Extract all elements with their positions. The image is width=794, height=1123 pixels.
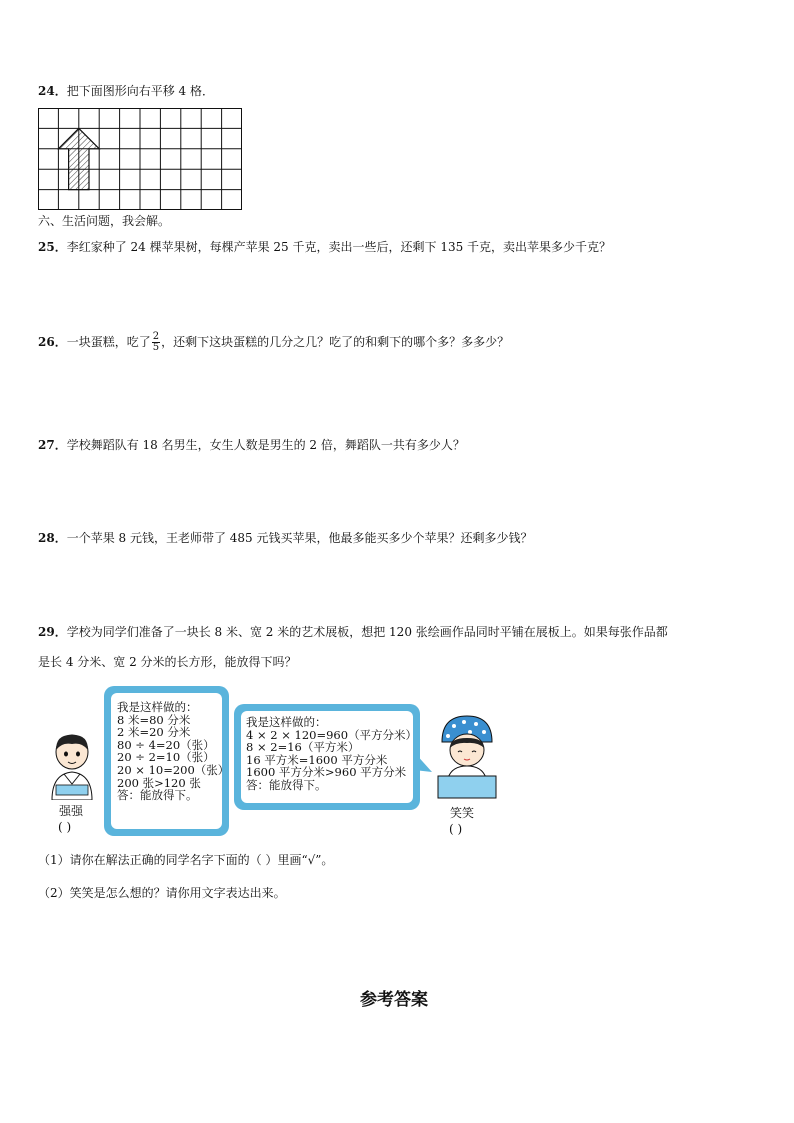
fraction-denominator: 5 (152, 342, 160, 353)
question-29-line2: 是长 4 分米、宽 2 分米的长方形，能放得下吗？ (38, 655, 297, 669)
question-24 (38, 84, 214, 98)
section-heading: 六、生活问题，我会解。 (38, 214, 171, 228)
question-27 (38, 438, 465, 452)
bubble-tail (414, 750, 434, 780)
question-text: 学校舞蹈队有 18 名男生，女生人数是男生的 2 倍，舞蹈队一共有多少人？ (66, 438, 465, 452)
question-text-before: 一块蛋糕，吃了 (66, 335, 151, 349)
question-number: 25． (38, 240, 67, 254)
question-25 (38, 240, 611, 254)
question-number: 29． (38, 625, 67, 639)
girl-figure (432, 712, 502, 804)
left-answer-parens[interactable]: ( ) (58, 820, 72, 834)
fraction-numerator: 2 (152, 331, 160, 342)
right-answer-parens[interactable]: ( ) (449, 822, 463, 836)
question-number: 28． (38, 531, 67, 545)
question-number: 27． (38, 438, 67, 452)
sub-question-1: （1）请你在解法正确的同学名字下面的（ ）里画“√”。 (38, 853, 334, 867)
question-text: 李红家种了 24 棵苹果树，每棵产苹果 25 千克，卖出一些后，还剩下 135 千克，卖出苹果多少千克？ (66, 240, 612, 254)
right-student-name: 笑笑 (450, 806, 475, 820)
question-number: 26． (38, 335, 67, 349)
sub-question-2: （2）笑笑是怎么想的？请你用文字表达出来。 (38, 886, 286, 900)
question-26 (38, 332, 509, 353)
left-solution-text: 我是这样做的： 8 米=80 分米 2 米=20 分米 80 ÷ 4=20（张） 20 ÷ 2=10（张） 20 × 10=200（张） 200 张>120 张 答：能放得下。 (117, 700, 230, 803)
left-student-name: 强强 (59, 804, 84, 818)
translation-grid (38, 108, 242, 210)
right-solution-text: 我是这样做的： 4 × 2 × 120=960（平方分米） 8 × 2=16（平方米） 16 平方米=1600 平方分米 1600 平方分米>960 平方分米 答：能放得下。 (246, 715, 418, 792)
fraction (152, 332, 160, 353)
answer-key-title: 参考答案 (360, 990, 428, 1010)
question-text: 学校为同学们准备了一块长 8 米、宽 2 米的艺术展板，想把 120 张绘画作品同时平铺在展板上。如果每张作品都 (66, 625, 668, 639)
arrow-shape (58, 128, 99, 189)
question-text-after: ，还剩下这块蛋糕的几分之几？吃了的和剩下的哪个多？多多少？ (161, 335, 510, 349)
question-text: 把下面图形向右平移 4 格． (66, 84, 214, 98)
question-text: 一个苹果 8 元钱，王老师带了 485 元钱买苹果，他最多能买多少个苹果？还剩多少钱？ (66, 531, 533, 545)
question-number: 24． (38, 84, 67, 98)
question-29-line1 (38, 625, 668, 639)
boy-figure (42, 730, 102, 800)
question-28 (38, 531, 533, 545)
